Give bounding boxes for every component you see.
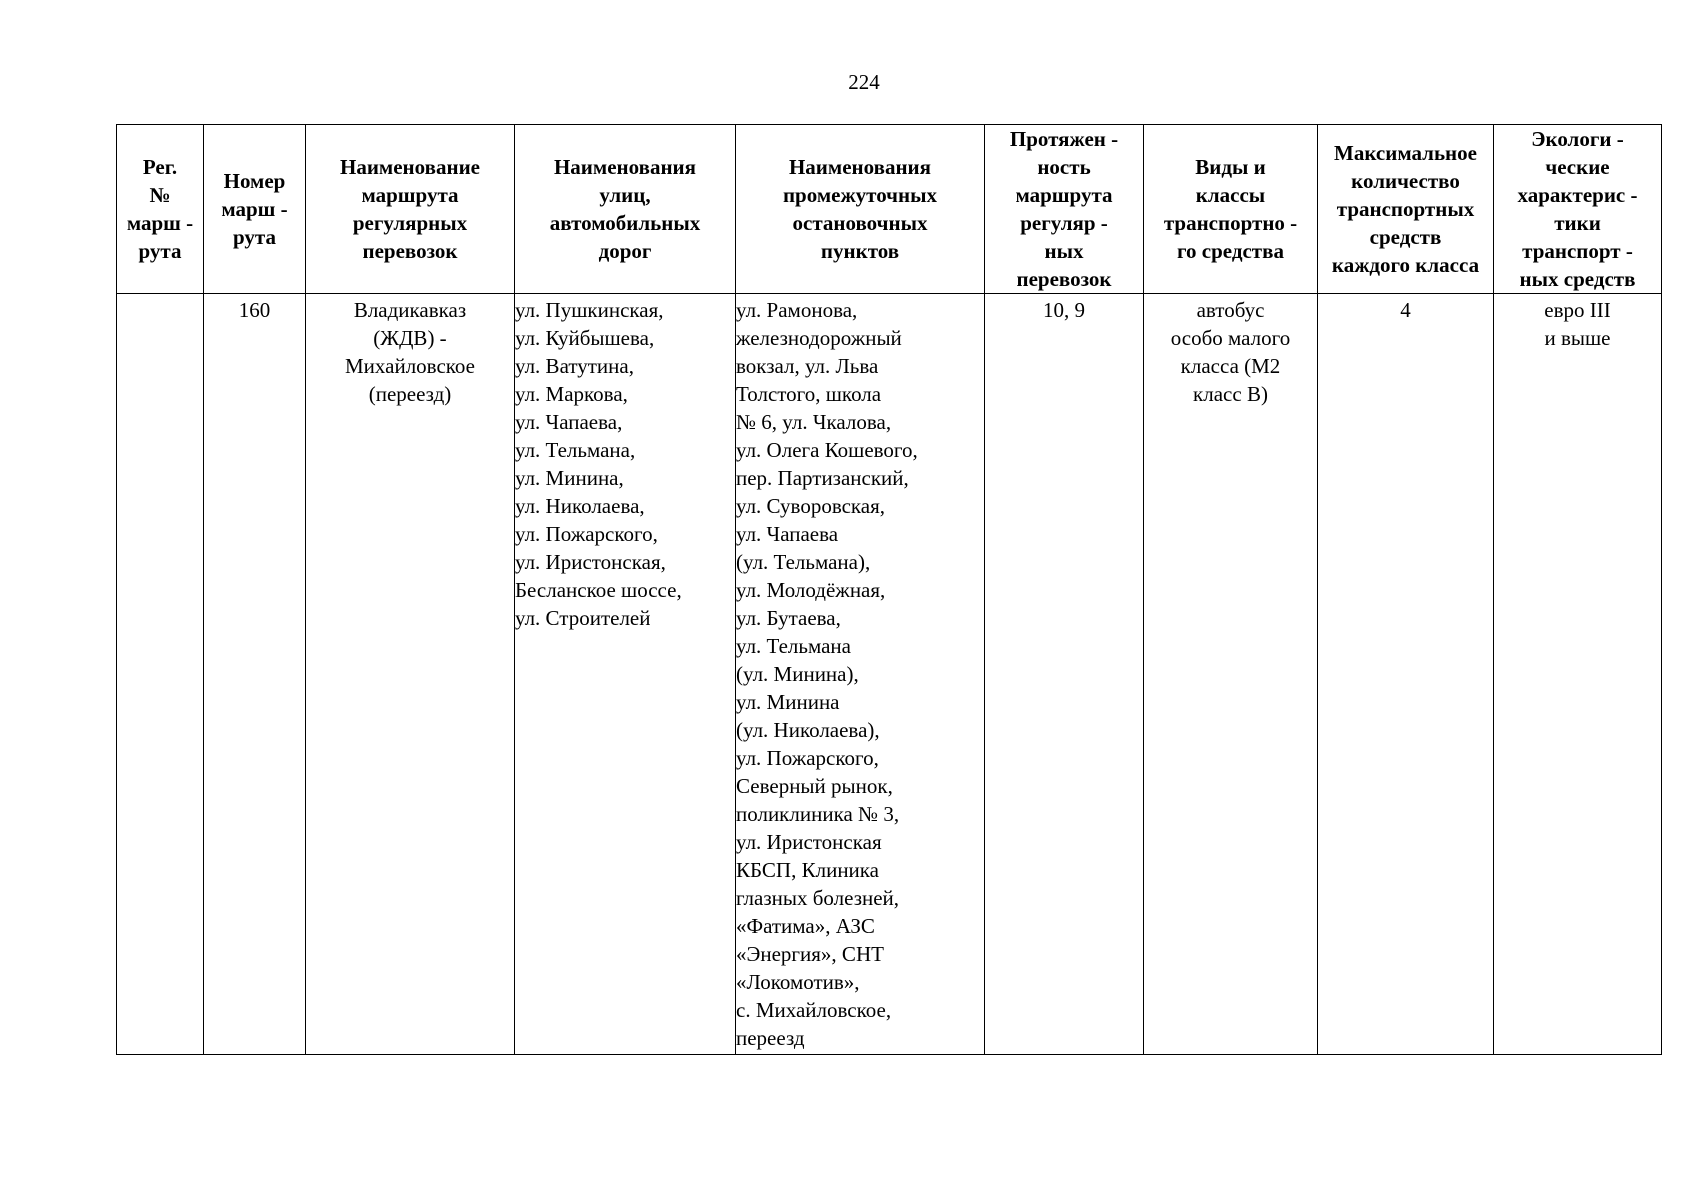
header-stops: Наименования промежуточных остановочных пунктов	[736, 125, 985, 294]
header-reg-number: Рег. № марш - рута	[117, 125, 204, 294]
cell-stops: ул. Рамонова, железнодорожный вокзал, ул. Льва Толстого, школа № 6, ул. Чкалова, ул. Олега Кошевого, пер. Партизанский, ул. Суворовская, ул. Чапаева (ул. Тельмана), ул. Молодёжная, ул. Бутаева, ул. Тельмана (ул. Минина), ул. Минина (ул. Николаева), ул. Пожарского, Северный рынок, поликлиника № 3, ул. Иристонская КБСП, Клиника глазных болезней, «Фатима», АЗС «Энергия», СНТ «Локомотив», с. Михайловское, переезд	[736, 294, 985, 1055]
routes-table	[116, 124, 1662, 1055]
header-route-number: Номер марш - рута	[204, 125, 306, 294]
header-max-vehicles: Максимальное количество транспортных средств каждого класса	[1318, 125, 1494, 294]
cell-reg-number	[117, 294, 204, 1055]
header-length: Протяжен - ность маршрута регуляр - ных перевозок	[985, 125, 1144, 294]
cell-route-number: 160	[204, 294, 306, 1055]
cell-vehicle-class: автобус особо малого класса (М2 класс В)	[1144, 294, 1318, 1055]
cell-length: 10, 9	[985, 294, 1144, 1055]
header-streets: Наименования улиц, автомобильных дорог	[515, 125, 736, 294]
header-vehicle-class: Виды и классы транспортно - го средства	[1144, 125, 1318, 294]
cell-streets: ул. Пушкинская, ул. Куйбышева, ул. Ватутина, ул. Маркова, ул. Чапаева, ул. Тельмана, ул. Минина, ул. Николаева, ул. Пожарского, ул. Иристонская, Бесланское шоссе, ул. Строителей	[515, 294, 736, 1055]
header-route-name: Наименование маршрута регулярных перевозок	[306, 125, 515, 294]
header-eco-class: Экологи - ческие характерис - тики транспорт - ных средств	[1494, 125, 1662, 294]
table-row	[117, 294, 1662, 1055]
page-number: 224	[848, 70, 880, 94]
cell-eco-class: евро III и выше	[1494, 294, 1662, 1055]
cell-route-name: Владикавказ (ЖДВ) - Михайловское (переезд)	[306, 294, 515, 1055]
table-header-row	[117, 125, 1662, 294]
cell-max-vehicles: 4	[1318, 294, 1494, 1055]
